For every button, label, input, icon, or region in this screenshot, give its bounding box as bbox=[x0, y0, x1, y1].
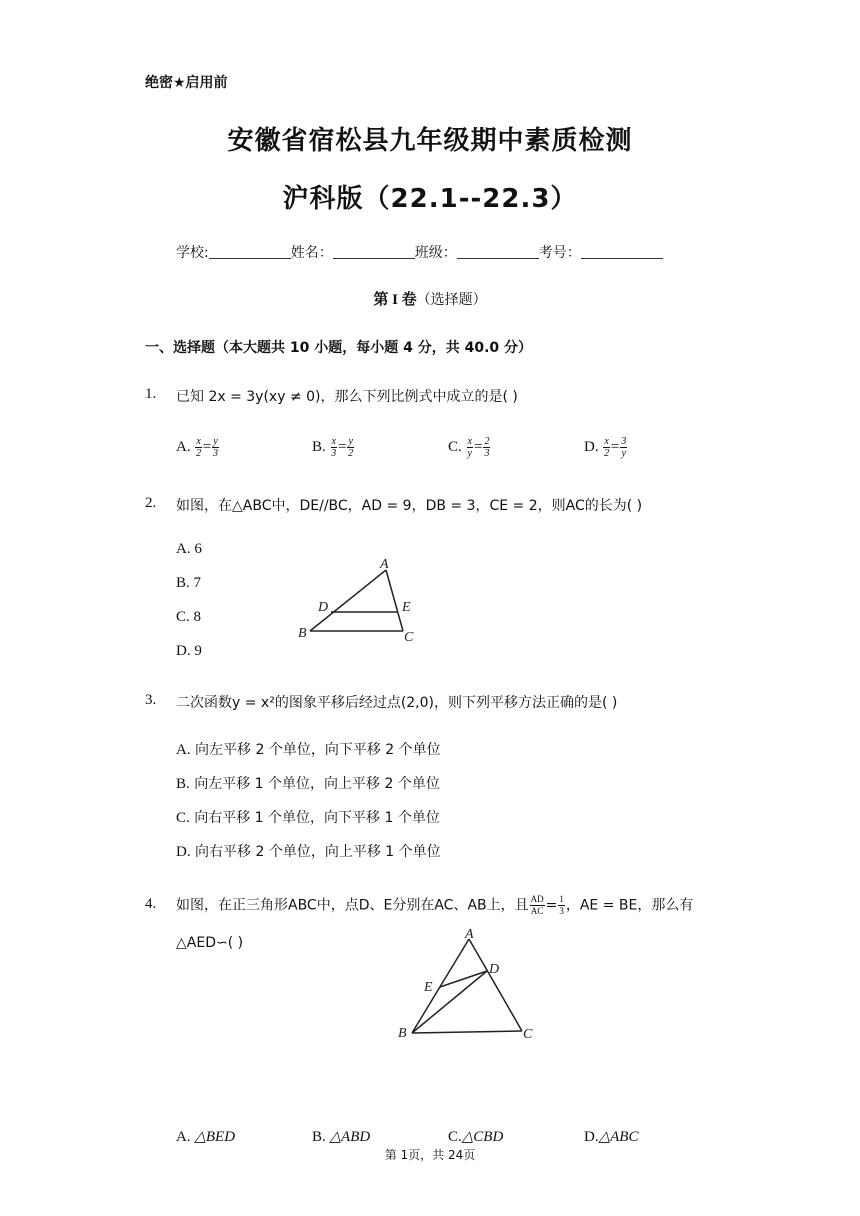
name-field[interactable] bbox=[333, 244, 415, 259]
exam-subtitle: 沪科版（22.1--22.3） bbox=[282, 184, 578, 214]
q3-option-d[interactable]: D. 向右平移 2 个单位，向上平移 1 个单位 bbox=[176, 844, 441, 860]
label-a: A bbox=[465, 927, 474, 942]
exam-no-label: 考号： bbox=[538, 245, 581, 261]
q4-option-c[interactable]: C.△CBD bbox=[448, 1129, 504, 1145]
page-footer: 第 1页，共 24页 bbox=[384, 1148, 476, 1162]
exam-title: 安徽省宿松县九年级期中素质检测 bbox=[227, 126, 633, 156]
label-e: E bbox=[402, 600, 411, 615]
question-number: 1. bbox=[145, 386, 157, 402]
question-number: 3. bbox=[145, 692, 157, 708]
question-number: 4. bbox=[145, 896, 157, 912]
label-e: E bbox=[424, 980, 433, 995]
question-1-text: 已知 2x = 3y(xy ≠ 0)，那么下列比例式中成立的是( ) bbox=[176, 389, 518, 405]
label-b: B bbox=[398, 1026, 407, 1041]
question-3 bbox=[145, 692, 156, 709]
question-1 bbox=[145, 386, 156, 403]
question-2 bbox=[145, 495, 156, 512]
class-field[interactable] bbox=[457, 244, 539, 259]
q4-option-b[interactable]: B. △ABD bbox=[312, 1129, 371, 1145]
q1-option-c[interactable]: C. $\frac{x}{y}$ = $\frac{2}{3}$ bbox=[448, 436, 490, 459]
label-c: C bbox=[523, 1027, 533, 1042]
q2-option-a[interactable]: A. 6 bbox=[176, 541, 202, 557]
q2-option-c[interactable]: C. 8 bbox=[176, 609, 202, 625]
volume-suffix: （选择题） bbox=[416, 292, 487, 308]
question-4 bbox=[145, 896, 156, 913]
q1-option-a[interactable]: A. $\frac{x}{2}$ = $\frac{y}{3}$ bbox=[176, 436, 218, 459]
question-2-text: 如图，在△ABC中，DE//BC，AD = 9，DB = 3，CE = 2，则AC的长为( ) bbox=[176, 498, 643, 514]
q2-option-b[interactable]: B. 7 bbox=[176, 575, 202, 591]
q2-option-d[interactable]: D. 9 bbox=[176, 643, 202, 659]
q1-option-b[interactable]: B. $\frac{x}{3}$ = $\frac{y}{2}$ bbox=[312, 436, 354, 459]
exam-no-field[interactable] bbox=[581, 244, 663, 259]
q4-option-a[interactable]: A. △BED bbox=[176, 1129, 236, 1145]
class-label: 班级： bbox=[414, 245, 457, 261]
name-label: 姓名： bbox=[290, 245, 333, 261]
triangle-figure-q4 bbox=[390, 925, 550, 1045]
volume-prefix: 第 I 卷 bbox=[373, 292, 417, 308]
student-info-row bbox=[176, 242, 663, 262]
label-b: B bbox=[298, 626, 307, 641]
question-4-line2: △AED∽( ) bbox=[176, 935, 244, 951]
q3-option-b[interactable]: B. 向左平移 1 个单位，向上平移 2 个单位 bbox=[176, 776, 440, 792]
section-heading: 一、选择题（本大题共 10 小题，每小题 4 分，共 40.0 分） bbox=[145, 340, 533, 356]
question-4-text: 如图，在正三角形ABC中，点D、E分别在AC、AB上，且 $\frac{AD}{AC}$ = $\frac{1}{3}$ ，AE = BE，那么有 bbox=[176, 894, 694, 916]
label-c: C bbox=[404, 630, 414, 645]
label-d: D bbox=[489, 962, 500, 977]
school-label: 学校: bbox=[176, 245, 209, 261]
triangle-figure-q2 bbox=[290, 555, 430, 650]
school-field[interactable] bbox=[209, 244, 291, 259]
q4-option-d[interactable]: D.△ABC bbox=[584, 1129, 639, 1145]
question-number: 2. bbox=[145, 495, 157, 511]
label-a: A bbox=[380, 557, 389, 572]
label-d: D bbox=[318, 600, 329, 615]
confidential-label: 绝密★启用前 bbox=[145, 75, 228, 91]
q1-option-d[interactable]: D. $\frac{x}{2}$ = $\frac{3}{y}$ bbox=[584, 436, 627, 459]
question-3-text: 二次函数y = x²的图象平移后经过点(2,0)，则下列平移方法正确的是( ) bbox=[176, 695, 618, 711]
q3-option-c[interactable]: C. 向右平移 1 个单位，向下平移 1 个单位 bbox=[176, 810, 440, 826]
q3-option-a[interactable]: A. 向左平移 2 个单位，向下平移 2 个单位 bbox=[176, 742, 441, 758]
volume-heading bbox=[0, 288, 860, 309]
